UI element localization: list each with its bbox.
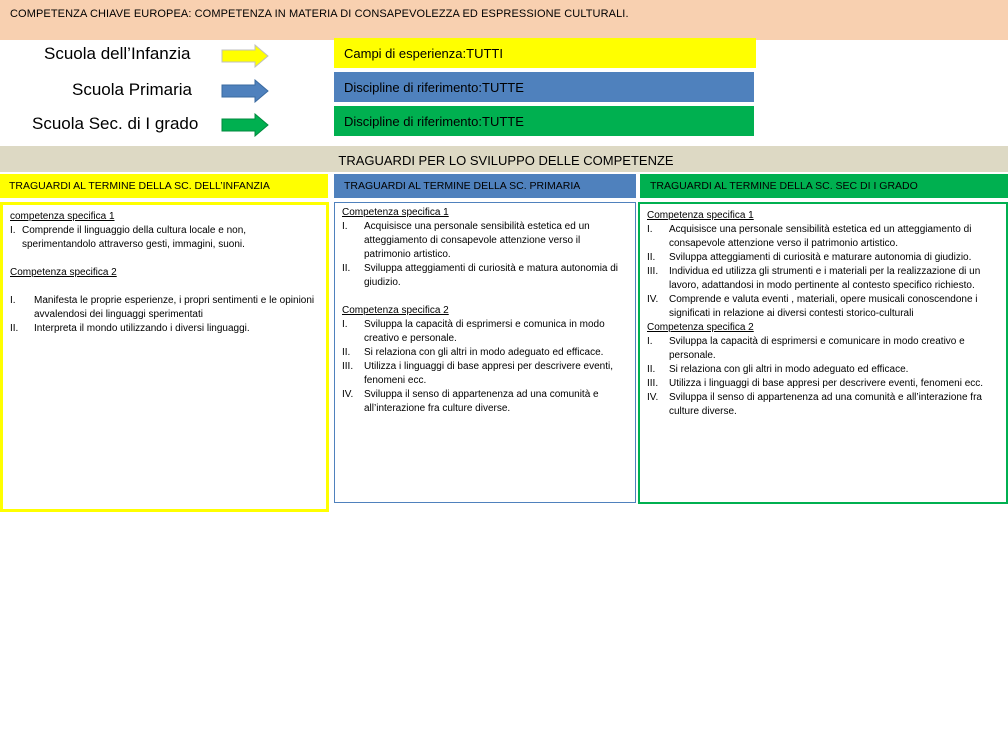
list-item-number: II. [342,263,351,274]
field-campi-esperienza [334,38,756,68]
document-title: COMPETENZA CHIAVE EUROPEA: COMPETENZA IN MATERIA DI CONSAPEVOLEZZA ED ESPRESSIONE CULTURALI. [10,8,629,20]
section-title: TRAGUARDI PER LO SVILUPPO DELLE COMPETENZE [338,153,674,168]
list-item-text: Sviluppa la capacità di esprimersi e comunicare in modo creativo e personale. [669,336,965,361]
column-heading-primaria: TRAGUARDI AL TERMINE DELLA SC. PRIMARIA [334,174,636,198]
list-item [342,360,628,388]
competence-title: Competenza specifica 2 [647,322,754,333]
column-heading-infanzia: TRAGUARDI AL TERMINE DELLA SC. DELL’INFANZIA [0,174,328,198]
list-item-number: IV. [647,294,659,305]
list-item-text: Sviluppa la capacità di esprimersi e comunica in modo creativo e personale. [364,319,605,344]
arrow-right-icon [221,44,269,68]
list-item-number: I. [10,225,16,236]
list-item-number: II. [10,323,19,334]
competence-title: competenza specifica 1 [10,211,115,222]
competence-title: Competenza specifica 1 [342,207,449,218]
list-item-text: Sviluppa atteggiamenti di curiosità e maturare autonomia di giudizio. [669,252,972,263]
field-value: TUTTE [482,113,524,129]
field-value: TUTTE [482,79,524,95]
school-label-primaria: Scuola Primaria [72,80,192,99]
list-item-number: III. [342,361,354,372]
list-item-number: I. [342,221,348,232]
spacer [10,280,319,294]
list-item-number: III. [647,378,659,389]
list-item [342,262,628,290]
spacer [342,290,628,304]
competence-title: Competenza specifica 1 [647,210,754,221]
list-item-text: Interpreta il mondo utilizzando i diversi linguaggi. [34,323,250,334]
list-item-text: Utilizza i linguaggi di base appresi per descrivere eventi, fenomeni ecc. [669,378,984,389]
list-item [10,322,319,336]
list-item-number: III. [647,266,659,277]
list-item-number: IV. [342,389,354,400]
column-heading-secondaria: TRAGUARDI AL TERMINE DELLA SC. SEC DI I GRADO [640,174,1008,198]
list-item [647,223,1000,251]
list-item-text: Utilizza i linguaggi di base appresi per descrivere eventi, fenomeni ecc. [364,361,614,386]
list-item-text: Acquisisce una personale sensibilità estetica ed un atteggiamento di consapevole attenzione verso il patrimonio artistico. [364,221,590,260]
competences-box-primaria [334,202,636,503]
list-item-text: Individua ed utilizza gli strumenti e i materiali per la realizzazione di un lavoro, adattandosi in modo pertinente al contesto specifico richiesto. [669,266,981,291]
field-prefix: Discipline di riferimento: [344,113,482,129]
competence-title: Competenza specifica 2 [10,267,117,278]
list-item-number: I. [342,319,348,330]
competences-box-infanzia [0,202,329,512]
list-item-number: I. [10,295,16,306]
list-item-text: Sviluppa atteggiamenti di curiosità e matura autonomia di giudizio. [364,263,619,288]
school-label-secondaria: Scuola Sec. di I grado [32,114,199,133]
list-item [10,224,319,252]
list-item-number: II. [342,347,351,358]
competences-box-secondaria [638,202,1008,504]
list-item-text: Sviluppa il senso di appartenenza ad una comunità e all’interazione fra culture diverse. [669,392,982,417]
list-item [342,346,628,360]
list-item [647,391,1000,419]
list-item [647,363,1000,377]
list-item [10,294,319,322]
list-item [647,293,1000,321]
field-discipline-primaria [334,72,754,102]
field-prefix: Discipline di riferimento: [344,79,482,95]
arrow-right-icon [221,79,269,103]
list-item-text: Si relaziona con gli altri in modo adeguato ed efficace. [364,347,604,358]
title-bar [0,0,1008,40]
list-item-text: Si relaziona con gli altri in modo adeguato ed efficace. [669,364,909,375]
field-value: TUTTI [466,45,503,61]
list-item-text: Comprende e valuta eventi , materiali, opere musicali conoscendone i significati in relazione ai diversi contesti storico-culturali [669,294,978,319]
list-item [342,388,628,416]
list-item [647,251,1000,265]
list-item [647,377,1000,391]
list-item-number: II. [647,252,656,263]
section-band [0,146,1008,172]
list-item-number: IV. [647,392,659,403]
list-item-number: II. [647,364,656,375]
field-discipline-secondaria [334,106,754,136]
list-item-number: I. [647,224,653,235]
list-item [647,265,1000,293]
list-item-text: Acquisisce una personale sensibilità estetica ed un atteggiamento di consapevole attenzione verso il patrimonio artistico. [669,224,972,249]
spacer [10,252,319,266]
list-item [342,318,628,346]
list-item [342,220,628,262]
field-prefix: Campi di esperienza: [344,45,467,61]
competence-title: Competenza specifica 2 [342,305,449,316]
arrow-right-icon [221,113,269,137]
list-item-text: Comprende il linguaggio della cultura locale e non, sperimentandolo attraverso gesti, immagini, suoni. [22,225,247,250]
list-item-text: Sviluppa il senso di appartenenza ad una comunità e all’interazione fra culture diverse. [364,389,599,414]
list-item-number: I. [647,336,653,347]
list-item [647,335,1000,363]
list-item-text: Manifesta le proprie esperienze, i propri sentimenti e le opinioni avvalendosi dei linguaggi sperimentati [34,295,315,320]
school-label-infanzia: Scuola dell’Infanzia [44,44,191,63]
